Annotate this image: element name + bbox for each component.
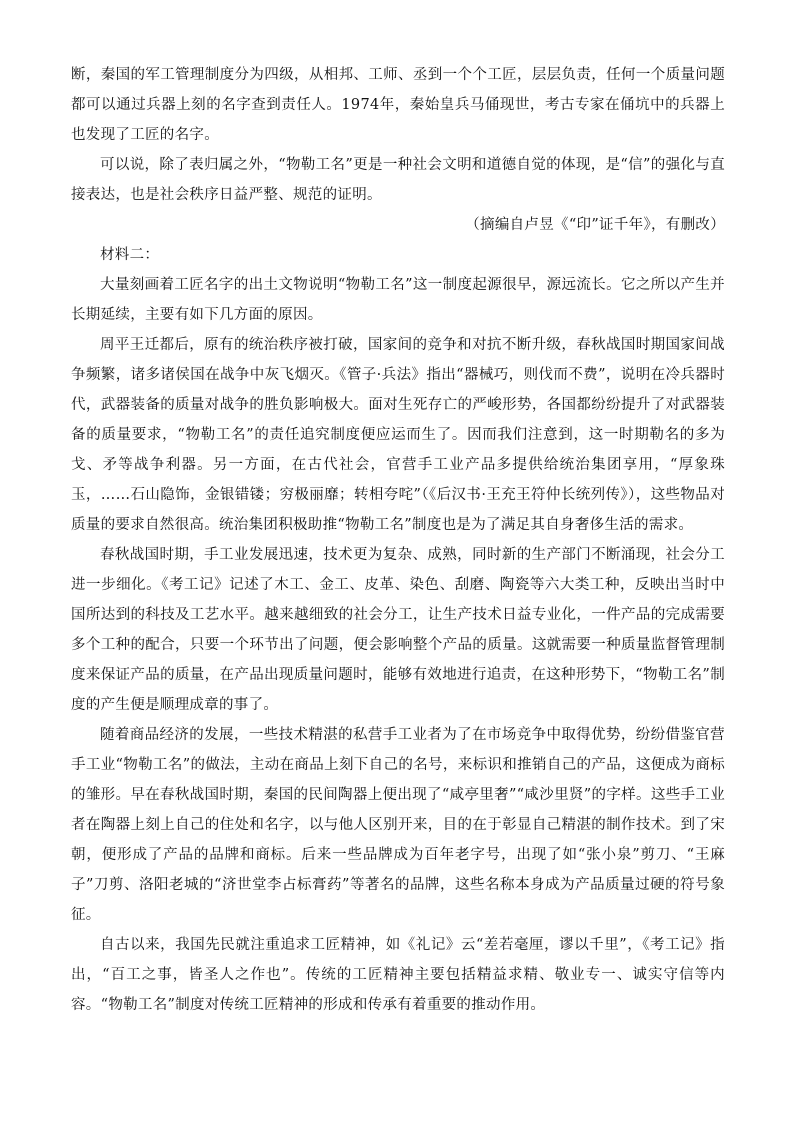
paragraph-origin: 大量刻画着工匠名字的出土文物说明“物勒工名”这一制度起源很早，源远流长。它之所以产生并长期延续，主要有如下几方面的原因。 bbox=[71, 277, 725, 323]
paragraph-division-of-labor: 春秋战国时期，手工业发展迅速，技术更为复杂、成熟，同时新的生产部门不断涌现，社会分工进一步细化。《考工记》记述了木工、金工、皮革、染色、刮磨、陶瓷等六大类工种，反映出当时中国所达到的科技及工艺水平。越来越细致的社会分工，让生产技术日益专业化，一件产品的完成需要多个工种的配合，只要一个环节出了问题，便会影响整个产品的质量。这就需要一种质量监督管理制度来保证产品的质量，在产品出现质量问题时，能够有效地进行追责，在这种形势下，“物勒工名”制度的产生便是顺理成章的事了。 bbox=[71, 547, 725, 713]
document-page bbox=[71, 60, 725, 1020]
source-citation: （摘编自卢昱《“印”证千年》，有删改） bbox=[465, 217, 725, 233]
paragraph-war-reason: 周平王迁都后，原有的统治秩序被打破，国家间的竞争和对抗不断升级，春秋战国时期国家间战争频繁，诸多诸侯国在战争中灰飞烟灭。《管子·兵法》指出“器械巧，则伐而不费”，说明在冷兵器时代，武器装备的质量对战争的胜负影响极大。面对生死存亡的严峻形势，各国都纷纷提升了对武器装备的质量要求，“物勒工名”的责任追究制度便应运而生了。因而我们注意到，这一时期勒名的多为戈、矛等战争利器。另一方面，在古代社会，官营手工业产品多提供给统治集团享用，“厚象珠玉，……石山隐饰，金银错镂；穷极丽靡；转相夸咤”（《后汉书·王充王符仲长统列传》），这些物品对质量的要求自然很高。统治集团积极助推“物勒工名”制度也是为了满足其自身奢侈生活的需求。 bbox=[71, 337, 725, 533]
paragraph-continued: 断，秦国的军工管理制度分为四级，从相邦、工师、丞到一个个工匠，层层负责，任何一个质量问题都可以通过兵器上刻的名字查到责任人。1974年，秦始皇兵马俑现世，考古专家在俑坑中的兵器上也发现了工匠的名字。 bbox=[71, 67, 725, 143]
paragraph-craftsman-spirit: 自古以来，我国先民就注重追求工匠精神，如《礼记》云“差若毫厘，谬以千里”，《考工记》指出，“百工之事，皆圣人之作也”。传统的工匠精神主要包括精益求精、敬业专一、诚实守信等内容。“物勒工名”制度对传统工匠精神的形成和传承有着重要的推动作用。 bbox=[71, 937, 725, 1013]
paragraph-trademark: 随着商品经济的发展，一些技术精湛的私营手工业者为了在市场竞争中取得优势，纷纷借鉴官营手工业“物勒工名”的做法，主动在商品上刻下自己的名号，来标识和推销自己的产品，这便成为商标的雏形。早在春秋战国时期，秦国的民间陶器上便出现了“咸亭里奢”“咸沙里贤”的字样。这些手工业者在陶器上刻上自己的住处和名字，以与他人区别开来，目的在于彰显自己精湛的制作技术。到了宋朝，便形成了产品的品牌和商标。后来一些品牌成为百年老字号，出现了如“张小泉”剪刀、“王麻子”刀剪、洛阳老城的“济世堂李占标膏药”等著名的品牌，这些名称本身成为产品质量过硬的符号象征。 bbox=[71, 727, 725, 923]
material-two-heading: 材料二： bbox=[100, 247, 160, 263]
paragraph-summary: 可以说，除了表归属之外，“物勒工名”更是一种社会文明和道德自觉的体现，是“信”的强化与直接表达，也是社会秩序日益严整、规范的证明。 bbox=[71, 157, 725, 203]
